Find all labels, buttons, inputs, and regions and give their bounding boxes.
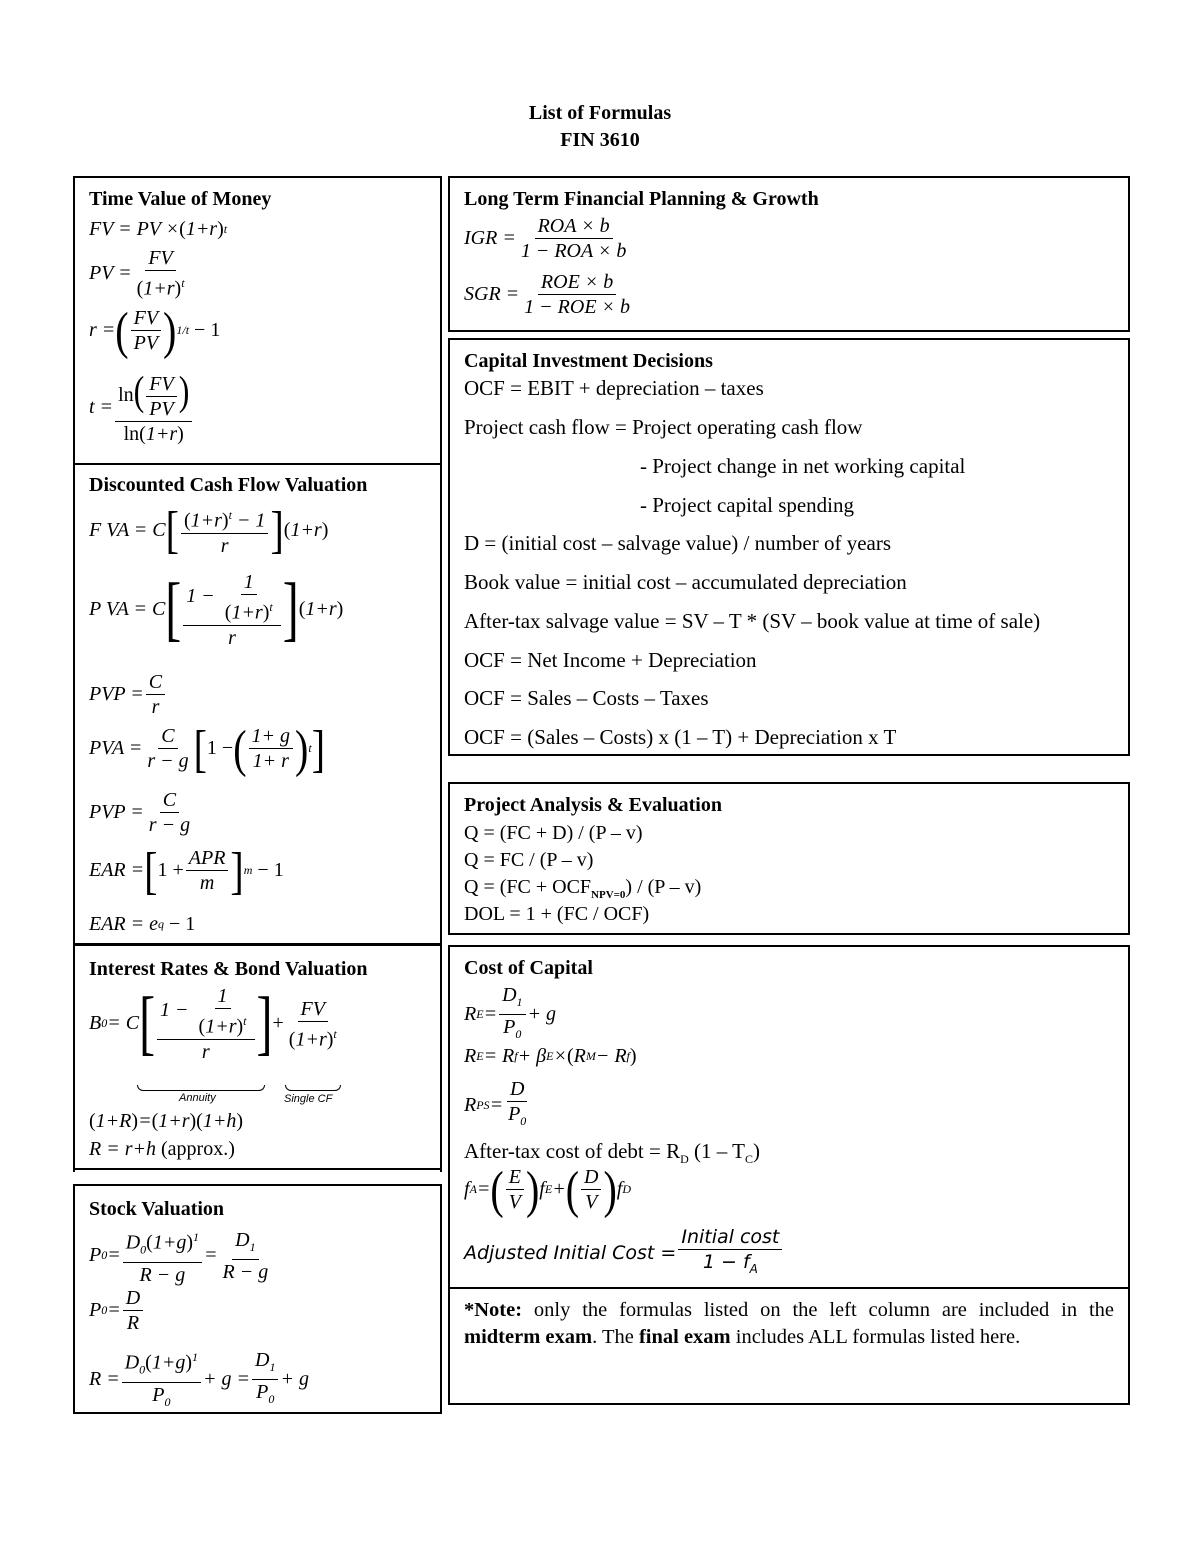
formula-r: r = ( FV PV ) 1/t − 1 xyxy=(89,300,221,360)
section-dcf xyxy=(89,472,432,498)
capinv-line: OCF = Sales – Costs – Taxes xyxy=(464,686,709,710)
section-heading: Capital Investment Decisions xyxy=(464,350,713,372)
formula-pva: P VA = C [ 1 − $\frac{1}{(1+r)^t}$ r ] ( 1+r ) xyxy=(89,569,344,649)
box-coc xyxy=(448,945,1130,1405)
box-capinv xyxy=(448,338,1130,756)
adjusted-label: Adjusted Initial Cost xyxy=(464,1241,655,1264)
capinv-line: - Project change in net working capital xyxy=(640,454,966,478)
capinv-line: - Project capital spending xyxy=(640,493,855,517)
formula-fva: F VA = C [ $(1+r)^t - 1$ r ] ( 1+r ) xyxy=(89,500,329,559)
after-tax-debt: After-tax cost of debt = $R_D$ $(1 - T_C)$ xyxy=(464,1139,761,1167)
formula-adjusted-cost: Adjusted Initial Cost = Initial cost $1 - f_A$ xyxy=(464,1225,784,1281)
section-tvm xyxy=(89,186,432,212)
left-column-box xyxy=(73,176,442,1414)
box-proj xyxy=(448,782,1130,935)
capinv-line: OCF = Net Income + Depreciation xyxy=(464,648,757,672)
section-heading: Time Value of Money xyxy=(89,188,272,210)
npv-subscript: NPV=0 xyxy=(591,889,626,901)
annuity-brace xyxy=(137,1085,265,1091)
capinv-line: Book value = initial cost – accumulated depreciation xyxy=(464,570,907,594)
section-heading: Cost of Capital xyxy=(464,957,593,979)
initial-cost-label: Initial cost xyxy=(678,1225,782,1250)
section-heading: Long Term Financial Planning & Growth xyxy=(464,188,819,210)
section-heading: Discounted Cash Flow Valuation xyxy=(89,474,368,496)
note-bold: *Note: xyxy=(464,1299,523,1321)
divider xyxy=(75,943,440,946)
formula-fa: f A = ( E V ) f E + ( D V ) f D xyxy=(464,1159,632,1219)
formula-re-capm: R E = R f + β E × ( R M − R f ) xyxy=(464,1045,637,1067)
single-cf-label: Single CF xyxy=(284,1093,333,1105)
section-heading: Interest Rates & Bond Valuation xyxy=(89,958,368,980)
proj-line: DOL = 1 + (FC / OCF) xyxy=(464,903,650,925)
section-proj xyxy=(464,792,1120,818)
note-span: includes ALL formulas listed here. xyxy=(730,1326,1021,1348)
formula-rps: R PS = D $P_0$ xyxy=(464,1078,527,1128)
course-code: FIN 3610 xyxy=(560,129,640,151)
note-span: . The xyxy=(592,1326,639,1348)
formula-stock-perpetuity: P 0 = D R xyxy=(89,1286,145,1335)
proj-text: ) / (P – v) xyxy=(625,876,702,898)
capinv-line: Project cash flow = Project operating cash flow xyxy=(464,415,863,439)
proj-text: Q = (FC + OCF xyxy=(464,876,592,898)
proj-line: Q = (FC + D) / (P – v) xyxy=(464,822,643,844)
approx-label: (approx.) xyxy=(161,1138,235,1160)
note-bold: midterm exam xyxy=(464,1326,593,1348)
section-heading: Project Analysis & Evaluation xyxy=(464,794,722,816)
proj-line: Q = FC / (P – v) xyxy=(464,849,594,871)
formula-pvp: PVP = C r xyxy=(89,670,167,719)
after-tax-text: After-tax cost of debt = R xyxy=(464,1139,681,1163)
capinv-line: OCF = (Sales – Costs) x (1 – T) + Depreciation x T xyxy=(464,725,897,749)
annuity-label: Annuity xyxy=(179,1092,216,1104)
formula-igr: IGR = ROA × b 1 − ROA × b xyxy=(464,215,627,262)
capinv-line: OCF = EBIT + depreciation – taxes xyxy=(464,376,764,400)
note-span: only the formulas listed on the left column are included in the xyxy=(522,1299,1114,1321)
column-gap xyxy=(72,1172,443,1184)
single-cf-brace xyxy=(285,1085,341,1091)
formula-pva-growing: PVA = C r − g [ 1 − ( 1+ g 1+ r ) t ] xyxy=(89,718,326,778)
section-capinv xyxy=(464,348,1120,374)
box-ltfp xyxy=(448,176,1130,332)
formula-bond-price: B 0 = C [ 1 − $\frac{1}{(1+r)^t}$ r ] + $\frac{FV}{(1+r)^t}$ xyxy=(89,983,337,1063)
divider xyxy=(450,1287,1128,1289)
divider xyxy=(75,1168,440,1170)
formula-re-ddm: R E = $D_1$ $P_0$ + g xyxy=(464,984,557,1041)
section-coc xyxy=(464,955,1120,981)
formula-t: t = ln( $\frac{FV}{PV}$ ) ln(1+r) xyxy=(89,370,194,446)
formula-fisher: ( 1+R ) = ( 1+r )( 1+h ) xyxy=(89,1110,244,1132)
formula-ear-continuous: EAR = e q − 1 xyxy=(89,913,196,935)
formula-sgr: SGR = ROE × b 1 − ROE × b xyxy=(464,271,631,318)
formula-fisher-approx: R = r+h (approx.) xyxy=(89,1138,235,1160)
note-bold: final exam xyxy=(638,1326,731,1348)
divider xyxy=(75,463,440,465)
divider xyxy=(75,1184,440,1186)
section-ltfp xyxy=(464,186,1120,212)
section-bond xyxy=(89,956,432,982)
page-title: List of Formulas xyxy=(528,102,672,124)
formula-stock-p0: P 0 = $D_0(1+g)^1$ R − g = $D_1$ R − g xyxy=(89,1225,273,1287)
after-tax-text: (1 – T xyxy=(688,1139,745,1163)
section-stock xyxy=(89,1196,432,1222)
note-text xyxy=(464,1297,1114,1351)
capinv-line: After-tax salvage value = SV – T * (SV – book value at time of sale) xyxy=(464,609,1041,633)
formula-pv: PV = FV $(1+r)^t$ xyxy=(89,247,185,300)
formula-stock-return: R = $D_0(1+g)^1$ $P_0$ + g = $D_1$ $P_0$ + g xyxy=(89,1345,309,1414)
capinv-line: D = (initial cost – salvage value) / number of years xyxy=(464,531,892,555)
formula-fv: FV = PV × ( 1+r ) t xyxy=(89,218,228,240)
formula-ear: EAR = [ 1 + APR m ] m − 1 xyxy=(89,840,284,900)
formula-pvp-growing: PVP = C r − g xyxy=(89,789,191,836)
section-heading: Stock Valuation xyxy=(89,1198,225,1220)
